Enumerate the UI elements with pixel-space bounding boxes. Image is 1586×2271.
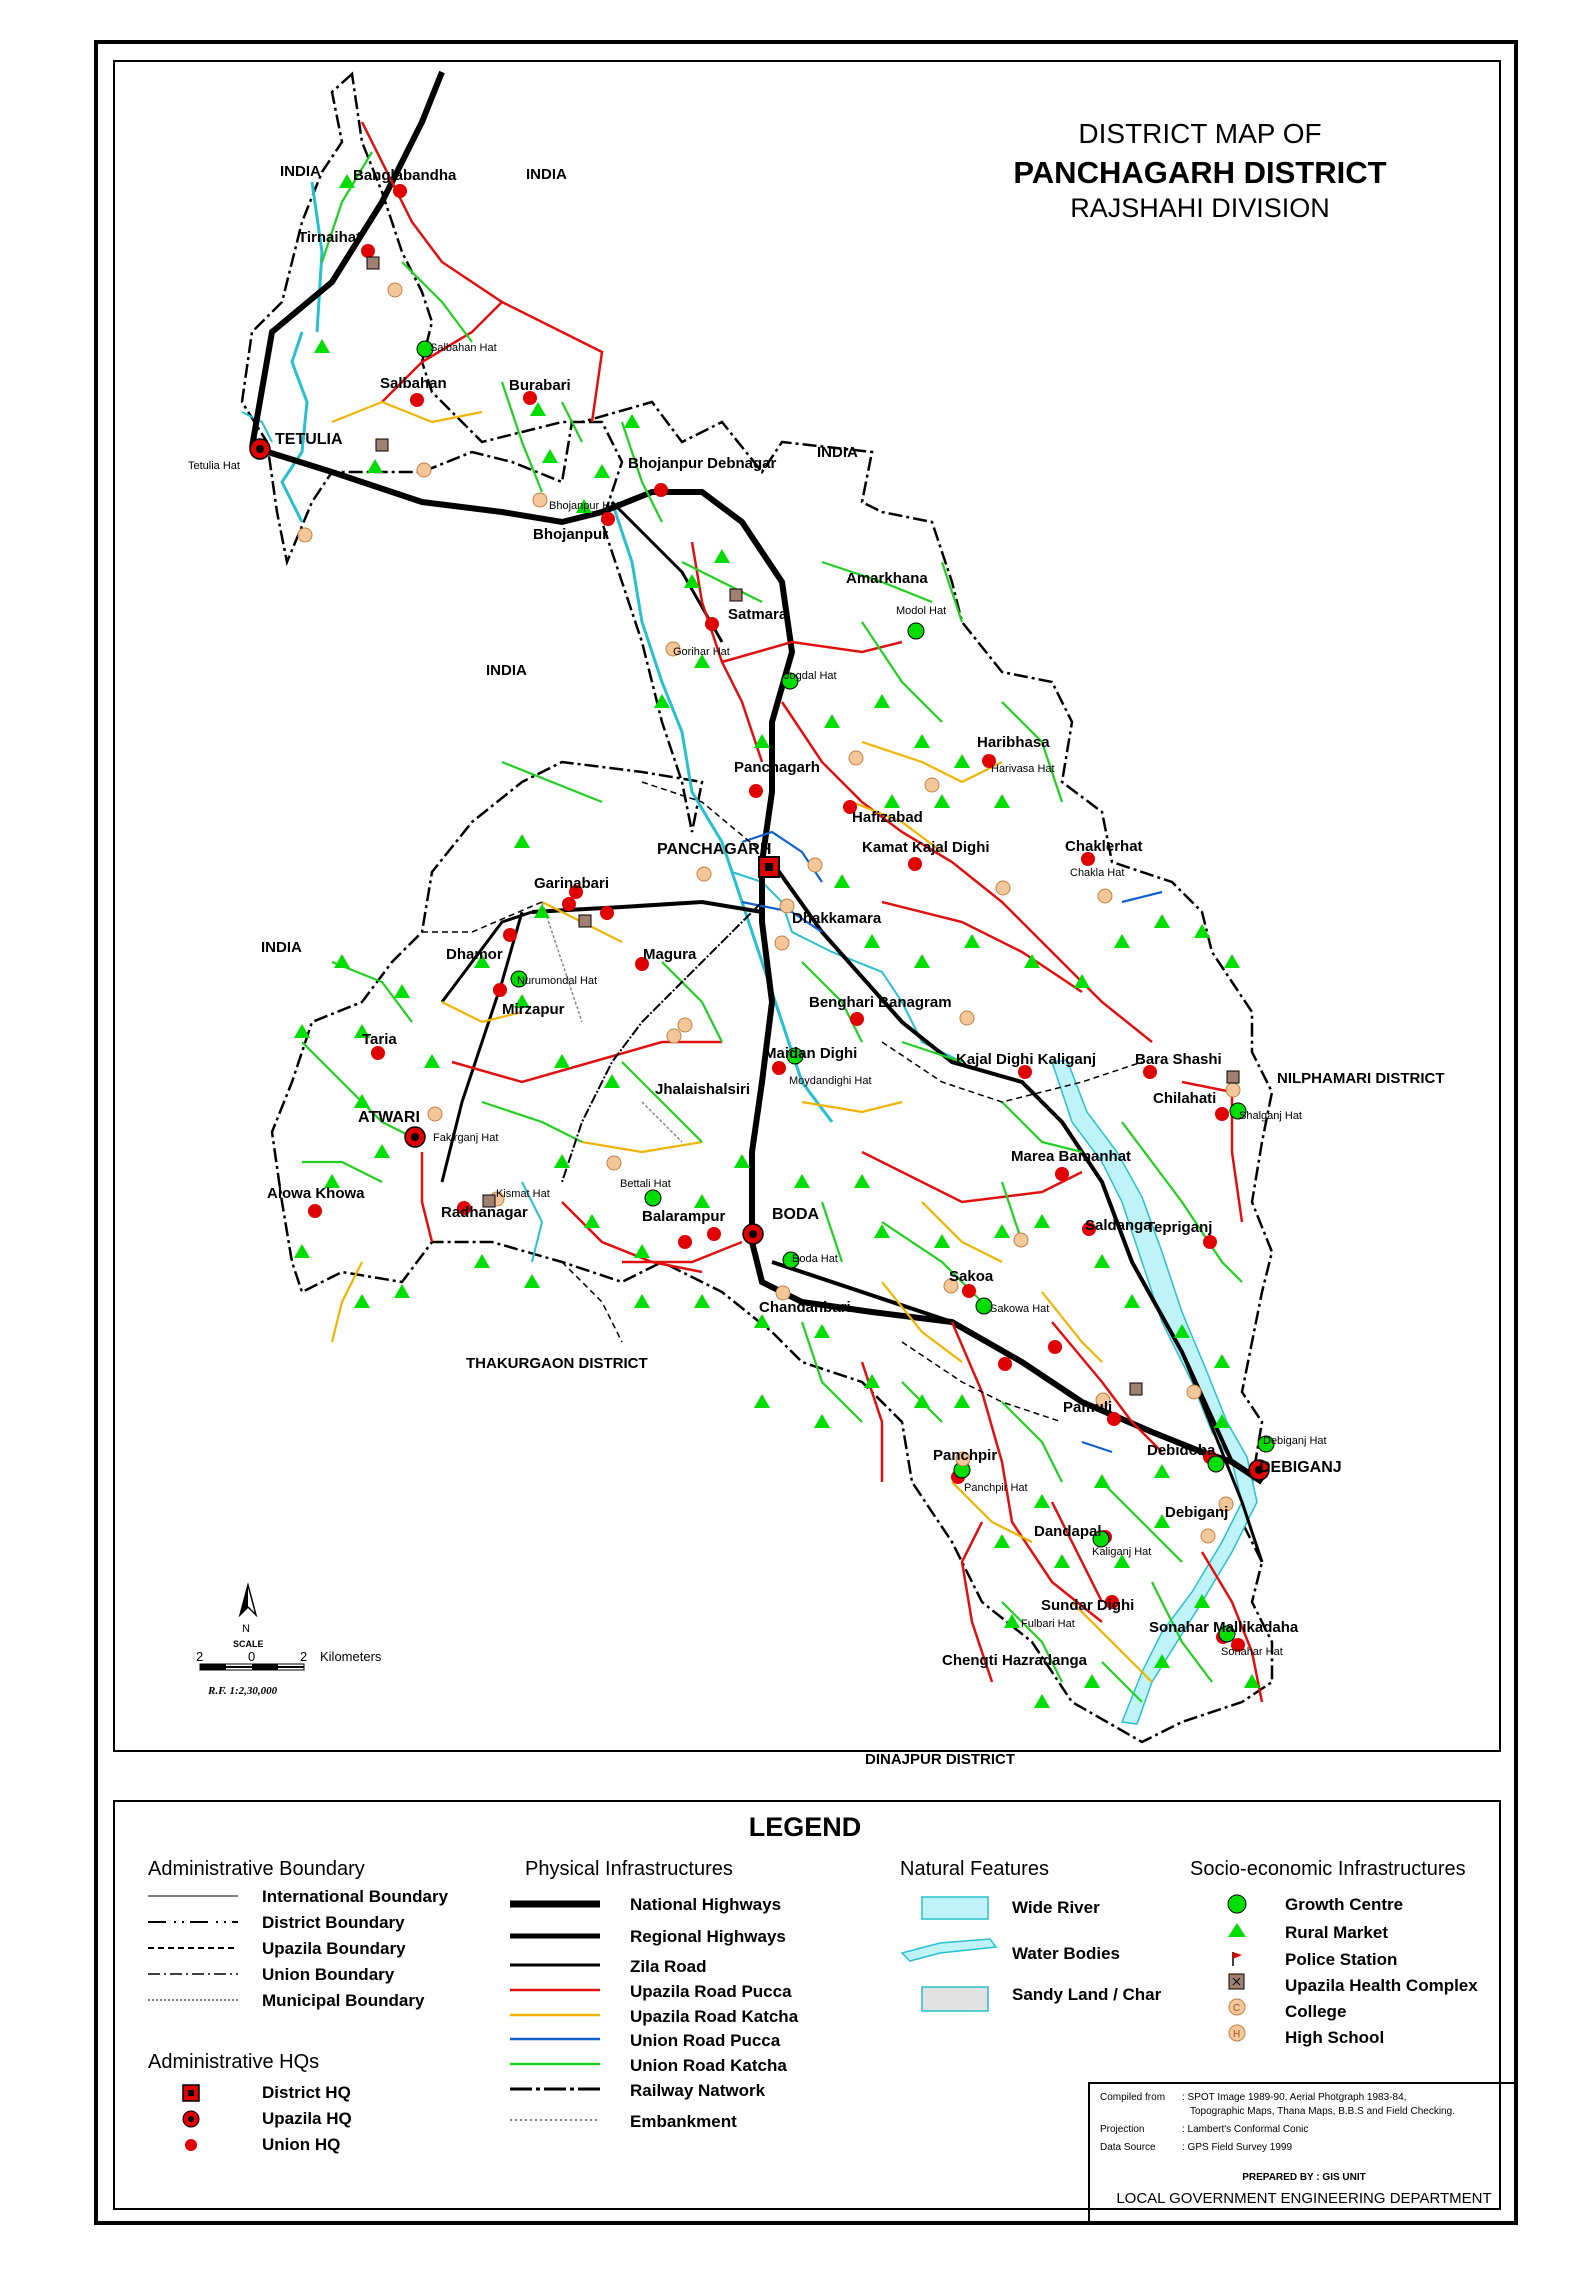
legend-growth-centre: Growth Centre [1285, 1895, 1404, 1914]
place-label-debidoba: Debidoba [1147, 1442, 1216, 1459]
high-school-icon [808, 858, 822, 872]
high-school-icon [667, 1029, 681, 1043]
union-hq-marker [850, 1012, 864, 1026]
upazila-hq-core [749, 1230, 757, 1238]
rural-market-icon [814, 1414, 830, 1428]
place-label-modol-hat: Modol Hat [896, 605, 947, 617]
rural-market-icon [1228, 1923, 1246, 1937]
place-label-moydandighi-hat: Moydandighi Hat [789, 1075, 872, 1087]
legend-union-hq: Union HQ [262, 2135, 341, 2154]
union-hq-marker [749, 784, 763, 798]
scale-bar [196, 1585, 420, 1715]
health-complex-icon [376, 439, 388, 451]
legend-upazila-road-pucca: Upazila Road Pucca [630, 1982, 792, 2001]
place-label-salbahan: Salbahan [380, 375, 447, 392]
rural-market-icon [334, 954, 350, 968]
place-label-tepriganj: Tepriganj [1146, 1219, 1213, 1236]
legend-boundary-symbols [148, 1890, 243, 2010]
map-title-line1: DISTRICT MAP OF [1078, 118, 1322, 149]
rural-market-icon [394, 1284, 410, 1298]
district-map [115, 62, 1503, 1768]
rural-market-icon [474, 1254, 490, 1268]
rural-market-icon [634, 1294, 650, 1308]
union-hq-marker [962, 1284, 976, 1298]
rural-market-icon [1034, 1694, 1050, 1708]
health-complex-icon [730, 589, 742, 601]
union-hq-marker [1055, 1167, 1069, 1181]
legend-upazila-road-katcha: Upazila Road Katcha [630, 2007, 799, 2026]
legend-regional-highways: Regional Highways [630, 1927, 786, 1946]
place-label-bhojanpur: Bhojanpur [533, 526, 608, 543]
legend-natural-heading: Natural Features [900, 1858, 1049, 1880]
credit-prepared-by: PREPARED BY : GIS UNIT [1242, 2172, 1366, 2183]
region-label-india-sw: INDIA [261, 939, 302, 956]
union-hq-marker [562, 897, 576, 911]
region-label-dinajpur: DINAJPUR DISTRICT [865, 1751, 1016, 1768]
scale-unit: Kilometers [320, 1649, 382, 1664]
high-school-icon [607, 1156, 621, 1170]
credit-compiled-value-2: Topographic Maps, Thana Maps, B.B.S and Field Checking. [1190, 2106, 1455, 2117]
legend-union-road-katcha: Union Road Katcha [630, 2056, 787, 2075]
rural-market-icon [594, 464, 610, 478]
legend-upazila-hq: Upazila HQ [262, 2109, 352, 2128]
scale-tick-right: 2 [300, 1649, 308, 1664]
high-school-icon [697, 867, 711, 881]
union-hq-marker [1215, 1107, 1229, 1121]
high-school-icon [1014, 1233, 1028, 1247]
growth-centre-marker [645, 1190, 661, 1206]
growth-centre-marker [908, 623, 924, 639]
union-hq-marker [654, 483, 668, 497]
legend-admin-boundary-heading: Administrative Boundary [148, 1858, 365, 1880]
high-school-icon [996, 881, 1010, 895]
place-label-satmara: Satmara [728, 606, 788, 623]
high-school-icon [298, 528, 312, 542]
union-hq-marker [600, 906, 614, 920]
health-complex-icon [367, 257, 379, 269]
place-label-dhamor: Dhamor [446, 946, 503, 963]
place-label-bhojanpur-hat: Bhojanpur Hat [549, 500, 620, 512]
place-label-tetulia-hat: Tetulia Hat [188, 460, 240, 472]
rf-ratio: R.F. 1:2,30,000 [208, 1685, 278, 1697]
place-label-jogdal-hat: Jogdal Hat [784, 670, 837, 682]
place-label-gorihar-hat: Gorihar Hat [673, 646, 730, 658]
upazila-hq-core [411, 1133, 419, 1141]
legend-upazila-health-complex: Upazila Health Complex [1285, 1976, 1478, 1995]
place-label-chakla-hat: Chakla Hat [1070, 867, 1125, 879]
high-school-icon [775, 936, 789, 950]
region-label-india-ne: INDIA [817, 444, 858, 461]
district-hq-core [765, 863, 773, 871]
place-label-kajal-dighi-kaliganj: Kajal Dighi Kaliganj [956, 1051, 1097, 1068]
hq-label-boda: BODA [772, 1206, 820, 1223]
legend-zila-road: Zila Road [630, 1957, 707, 1976]
place-label-chilahati: Chilahati [1153, 1090, 1217, 1107]
credit-department: LOCAL GOVERNMENT ENGINEERING DEPARTMENT [1116, 2190, 1492, 2207]
upazila-hq-core [256, 445, 264, 453]
union-hq-marker [601, 512, 615, 526]
union-hq-marker [998, 1357, 1012, 1371]
credit-compiled-value: : SPOT Image 1989-90, Aerial Photgraph 1983-84, [1182, 2092, 1407, 2103]
place-label-jhalaishalsiri: Jhalaishalsiri [655, 1081, 751, 1098]
rural-market-icon [1224, 954, 1240, 968]
legend-rural-market: Rural Market [1285, 1923, 1388, 1942]
place-label-kaliganj-hat: Kaliganj Hat [1092, 1546, 1152, 1558]
legend-high-school: High School [1285, 2028, 1385, 2047]
high-school-icon [1187, 1385, 1201, 1399]
union-hq-marker [1203, 1235, 1217, 1249]
place-label-chengti-hazradanga: Chengti Hazradanga [942, 1652, 1088, 1669]
high-school-icon [776, 1286, 790, 1300]
rural-market-icon [354, 1294, 370, 1308]
place-label-hafizabad: Hafizabad [852, 809, 923, 826]
legend-municipal-boundary: Municipal Boundary [262, 1991, 425, 2010]
high-school-icon [678, 1018, 692, 1032]
legend-socio-heading: Socio-economic Infrastructures [1190, 1858, 1466, 1880]
place-label-bara-shashi: Bara Shashi [1135, 1051, 1222, 1068]
high-school-icon [1201, 1529, 1215, 1543]
union-hq-marker [503, 928, 517, 942]
place-label-boda-hat: Boda Hat [792, 1253, 838, 1265]
place-label-radhanagar: Radhanagar [441, 1204, 528, 1221]
place-label-banglabandha: Banglabandha [353, 167, 457, 184]
union-hq-marker [393, 184, 407, 198]
credit-projection-value: : Lambert's Conformal Conic [1182, 2124, 1309, 2135]
place-label-magura: Magura [643, 946, 697, 963]
region-label-india-w: INDIA [486, 662, 527, 679]
union-hq-marker [361, 244, 375, 258]
scale-tick-left: 2 [196, 1649, 204, 1664]
union-hq-marker [410, 393, 424, 407]
hq-label-debiganj: DEBIGANJ [1259, 1459, 1342, 1476]
place-label-debiganj: Debiganj [1165, 1504, 1229, 1521]
union-hq-marker [308, 1204, 322, 1218]
high-school-icon [428, 1107, 442, 1121]
place-label-sonahar-hat: Sonahar Hat [1221, 1646, 1283, 1658]
credit-source-value: : GPS Field Survey 1999 [1182, 2142, 1293, 2153]
map-title-line3: RAJSHAHI DIVISION [1070, 193, 1330, 223]
high-school-icon [1226, 1083, 1240, 1097]
union-hq-marker [772, 1061, 786, 1075]
hq-label-panchagarh: PANCHAGARH [657, 841, 772, 858]
rural-market-icon [754, 1394, 770, 1408]
legend-wide-river: Wide River [1012, 1898, 1100, 1917]
place-label-panchagarh: Panchagarh [734, 759, 820, 776]
place-label-burabari: Burabari [509, 377, 571, 394]
high-school-icon [417, 463, 431, 477]
scale-label: SCALE [233, 1639, 264, 1649]
legend-international-boundary: International Boundary [262, 1887, 449, 1906]
union-hq-marker [1048, 1340, 1062, 1354]
legend-admin-hqs-heading: Administrative HQs [148, 2051, 320, 2073]
place-label-alowa-khowa: Alowa Khowa [267, 1185, 365, 1202]
legend-sandy-land: Sandy Land / Char [1012, 1985, 1162, 2004]
high-school-icon [533, 493, 547, 507]
place-label-sakowa-hat: Sakowa Hat [990, 1303, 1050, 1315]
credits-box [1088, 2082, 1516, 2222]
place-label-bettali-hat: Bettali Hat [620, 1178, 671, 1190]
region-label-india-nw: INDIA [280, 163, 321, 180]
place-label-benghari-banagram: Benghari Banagram [809, 994, 952, 1011]
place-label-balarampur: Balarampur [642, 1208, 726, 1225]
high-school-icon [388, 283, 402, 297]
high-school-icon [960, 1011, 974, 1025]
place-label-chaklerhat: Chaklerhat [1065, 838, 1143, 855]
place-label-amarkhana: Amarkhana [846, 570, 928, 587]
place-label-maidan-dighi: Maidan Dighi [764, 1045, 858, 1062]
rural-market-icon [524, 1274, 540, 1288]
place-label-salbahan-hat: Salbahan Hat [430, 342, 497, 354]
place-label-garinabari: Garinabari [534, 875, 610, 892]
place-label-taria: Taria [362, 1031, 397, 1048]
legend-water-bodies: Water Bodies [1012, 1944, 1121, 1963]
legend-railway-network: Railway Natwork [630, 2081, 766, 2100]
union-hq-marker [371, 1046, 385, 1060]
place-label-fulbari-hat: Fulbari Hat [1021, 1618, 1075, 1630]
place-label-panchpir: Panchpir [933, 1447, 998, 1464]
rural-market-icon [694, 1294, 710, 1308]
place-label-kismat-hat: Kismat Hat [496, 1188, 550, 1200]
map-frame [113, 60, 1501, 1768]
legend-police-station: Police Station [1285, 1950, 1398, 1969]
place-label-harivasa-hat: Harivasa Hat [991, 763, 1055, 775]
region-label-india-n: INDIA [526, 166, 567, 183]
place-label-pamuli: Pamuli [1063, 1399, 1113, 1416]
place-label-bhojanpur-debnagar: Bhojanpur Debnagar [628, 455, 777, 472]
union-hq-marker [678, 1235, 692, 1249]
place-label-chandanbari: Chandanbari [759, 1299, 851, 1316]
place-label-kamat-kajal-dighi: Kamat Kajal Dighi [862, 839, 990, 856]
union-hq-marker [707, 1227, 721, 1241]
place-label-tirnaihat: Tirnaihat [298, 229, 362, 246]
place-label-nurumondal-hat: Nurumondal Hat [517, 975, 598, 987]
place-label-sakoa: Sakoa [949, 1268, 994, 1285]
place-label-mirzapur: Mirzapur [502, 1001, 565, 1018]
credit-compiled-label: Compiled from [1100, 2092, 1166, 2103]
credit-source-label: Data Source [1100, 2142, 1156, 2153]
legend-natural-symbols [900, 1895, 1000, 2015]
region-label-nilphamari: NILPHAMARI DISTRICT [1277, 1070, 1445, 1087]
place-label-haribhasa: Haribhasa [977, 734, 1050, 751]
union-hq-marker [908, 857, 922, 871]
svg-text:C: C [1233, 2003, 1241, 2014]
high-school-icon [1098, 889, 1112, 903]
place-label-shalganj-hat: Shalganj Hat [1239, 1110, 1302, 1122]
health-complex-icon [579, 915, 591, 927]
legend-road-symbols [510, 1892, 605, 2142]
legend-union-boundary: Union Boundary [262, 1965, 395, 1984]
place-label-marea-bamanhat: Marea Bamanhat [1011, 1148, 1132, 1165]
legend-embankment: Embankment [630, 2112, 737, 2131]
place-label-fakirganj-hat: Fakirganj Hat [433, 1132, 499, 1144]
high-school-icon [925, 778, 939, 792]
legend-national-highways: National Highways [630, 1895, 782, 1914]
rural-market-icon [294, 1024, 310, 1038]
place-label-saldanga: Saldanga [1085, 1217, 1152, 1234]
high-school-icon [849, 751, 863, 765]
legend-hq-symbols [180, 2082, 204, 2162]
union-hq-marker [705, 617, 719, 631]
place-label-panchpir-hat: Panchpir Hat [964, 1482, 1028, 1494]
place-label-dandapal: Dandapal [1034, 1523, 1102, 1540]
svg-text:H: H [1233, 2029, 1241, 2040]
legend-district-hq: District HQ [262, 2083, 351, 2102]
legend-title: LEGEND [748, 1812, 862, 1842]
place-label-sundar-dighi: Sundar Dighi [1041, 1597, 1135, 1614]
legend-college: College [1285, 2002, 1347, 2021]
map-title-line2: PANCHAGARH DISTRICT [1013, 155, 1387, 190]
legend-upazila-boundary: Upazila Boundary [262, 1939, 406, 1958]
hq-label-atwari: ATWARI [358, 1109, 420, 1126]
health-complex-icon [1130, 1383, 1142, 1395]
region-label-thakurgaon: THAKURGAON DISTRICT [466, 1355, 648, 1372]
place-label-dhakkamara: Dhakkamara [792, 910, 882, 927]
north-label: N [242, 1623, 250, 1635]
union-hq-marker [493, 983, 507, 997]
scale-tick-zero: 0 [248, 1649, 256, 1664]
health-complex-icon [1227, 1071, 1239, 1083]
legend-union-road-pucca: Union Road Pucca [630, 2031, 781, 2050]
legend-physical-heading: Physical Infrastructures [525, 1858, 733, 1880]
place-label-sonahar-mallikadaha: Sonahar Mallikadaha [1149, 1619, 1299, 1636]
legend-district-boundary: District Boundary [262, 1913, 405, 1932]
place-label-debiganj-hat: Debiganj Hat [1263, 1435, 1327, 1447]
credit-projection-label: Projection [1100, 2124, 1145, 2135]
hq-label-tetulia: TETULIA [275, 431, 343, 448]
legend-socio-symbols [1223, 1890, 1253, 2050]
